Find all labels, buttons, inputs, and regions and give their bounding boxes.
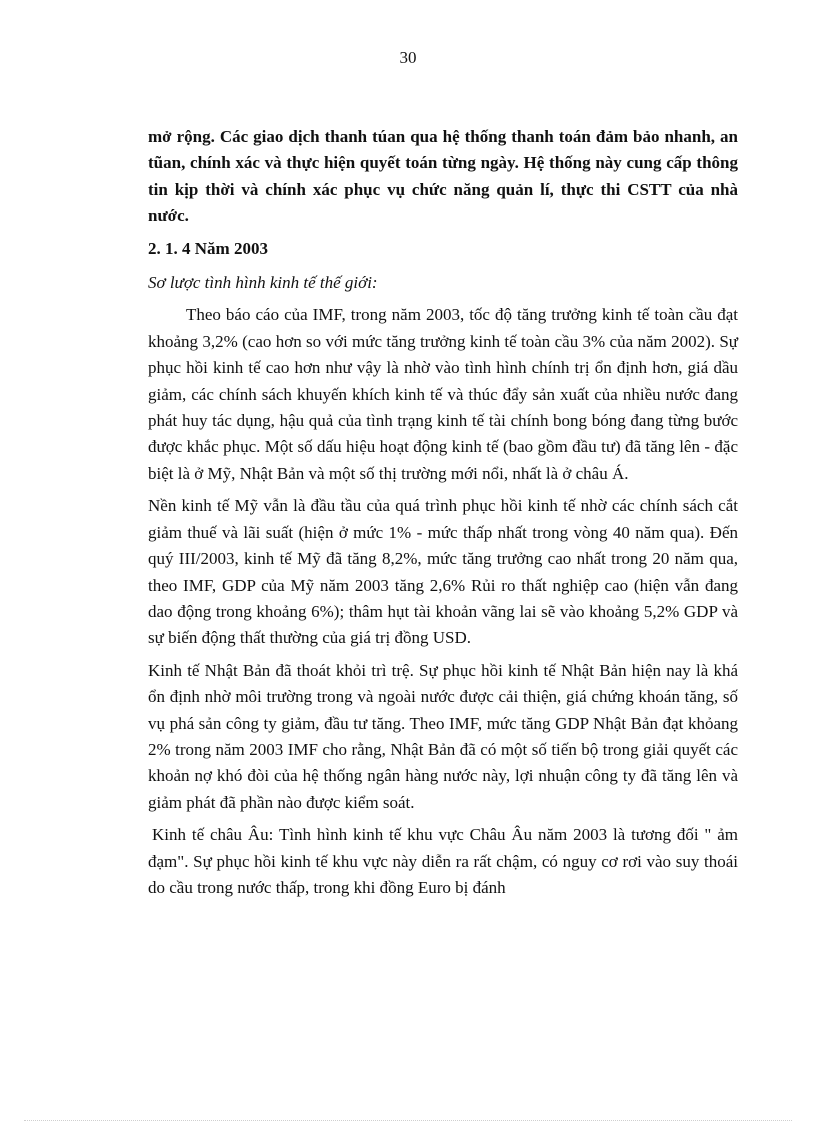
document-body [148,124,738,907]
paragraph-payment-system: mở rộng. Các giao dịch thanh túan qua hệ thống thanh toán đảm bảo nhanh, an tũan, chính xác và thực hiện quyết toán từng ngày. Hệ thống này cung cấp thông tin kịp thời và chính xác phục vụ chức năng quản lí, thực thi CSTT của nhà nước. [148,127,738,226]
page-bottom-divider [24,1120,792,1121]
paragraph-japan-economy: Kinh tế Nhật Bản đã thoát khỏi trì trệ. Sự phục hồi kinh tế Nhật Bản hiện nay là khá ổn định nhờ môi trường trong và ngoài nước được cải thiện, giá chứng khoán tăng, số vụ phá sản công ty giảm, đầu tư tăng. Theo IMF, mức tăng GDP Nhật Bản đạt khỏang 2% trong năm 2003 IMF cho rằng, Nhật Bản đã có một số tiến bộ trong giải quyết các khoản nợ khó đòi của hệ thống ngân hàng nước này, lợi nhuận công ty đã tăng lên và giảm phát đã phần nào được kiểm soát. [148,660,738,812]
paragraph-imf-report: Theo báo cáo của IMF, trong năm 2003, tốc độ tăng trưởng kinh tế toàn cầu đạt khoảng 3,2% (cao hơn so với mức tăng trưởng kinh tế toàn cầu 3% của năm 2002). Sự phục hồi kinh tế cao hơn như vậy là nhờ vào tình hình chính trị ổn định hơn, giá dầu giảm, các chính sách khuyến khích kinh tế và thúc đẩy sản xuất của nhiều nước đang phát huy tác dụng, hậu quả của tình trạng kinh tế tài chính bong bóng đang từng bước được khắc phục. Một số dấu hiệu hoạt động kinh tế (bao gồm đầu tư) đã tăng lên - đặc biệt là ở Mỹ, Nhật Bản và một số thị trường mới nổi, nhất là ở châu Á. [148,305,738,483]
section-subheading: Sơ lược tình hình kinh tế thế giới: [148,273,378,293]
paragraph-europe-economy: Kinh tế châu Âu: Tình hình kinh tế khu vực Châu Âu năm 2003 là tương đối " ảm đạm". Sự phục hồi kinh tế khu vực này diễn ra rất chậm, có nguy cơ rơi vào suy thoái do cầu trong nước thấp, trong khi đồng Euro bị đánh [148,825,738,897]
paragraph-us-economy: Nền kinh tế Mỹ vẫn là đầu tầu của quá trình phục hồi kinh tế nhờ các chính sách cắt giảm thuế và lãi suất (hiện ở mức 1% - mức thấp nhất trong vòng 40 năm qua). Đến quý III/2003, kinh tế Mỹ đã tăng 8,2%, mức tăng trưởng cao nhất trong 20 năm qua, theo IMF, GDP của Mỹ năm 2003 tăng 2,6% Rủi ro thất nghiệp cao (hiện vẫn đang dao động trong khoảng 6%); thâm hụt tài khoản vãng lai sẽ vào khoảng 5,2% GDP và sự biến động thất thường của giá trị đồng USD. [148,496,738,648]
page-number: 30 [399,48,417,67]
section-heading: 2. 1. 4 Năm 2003 [148,238,268,258]
